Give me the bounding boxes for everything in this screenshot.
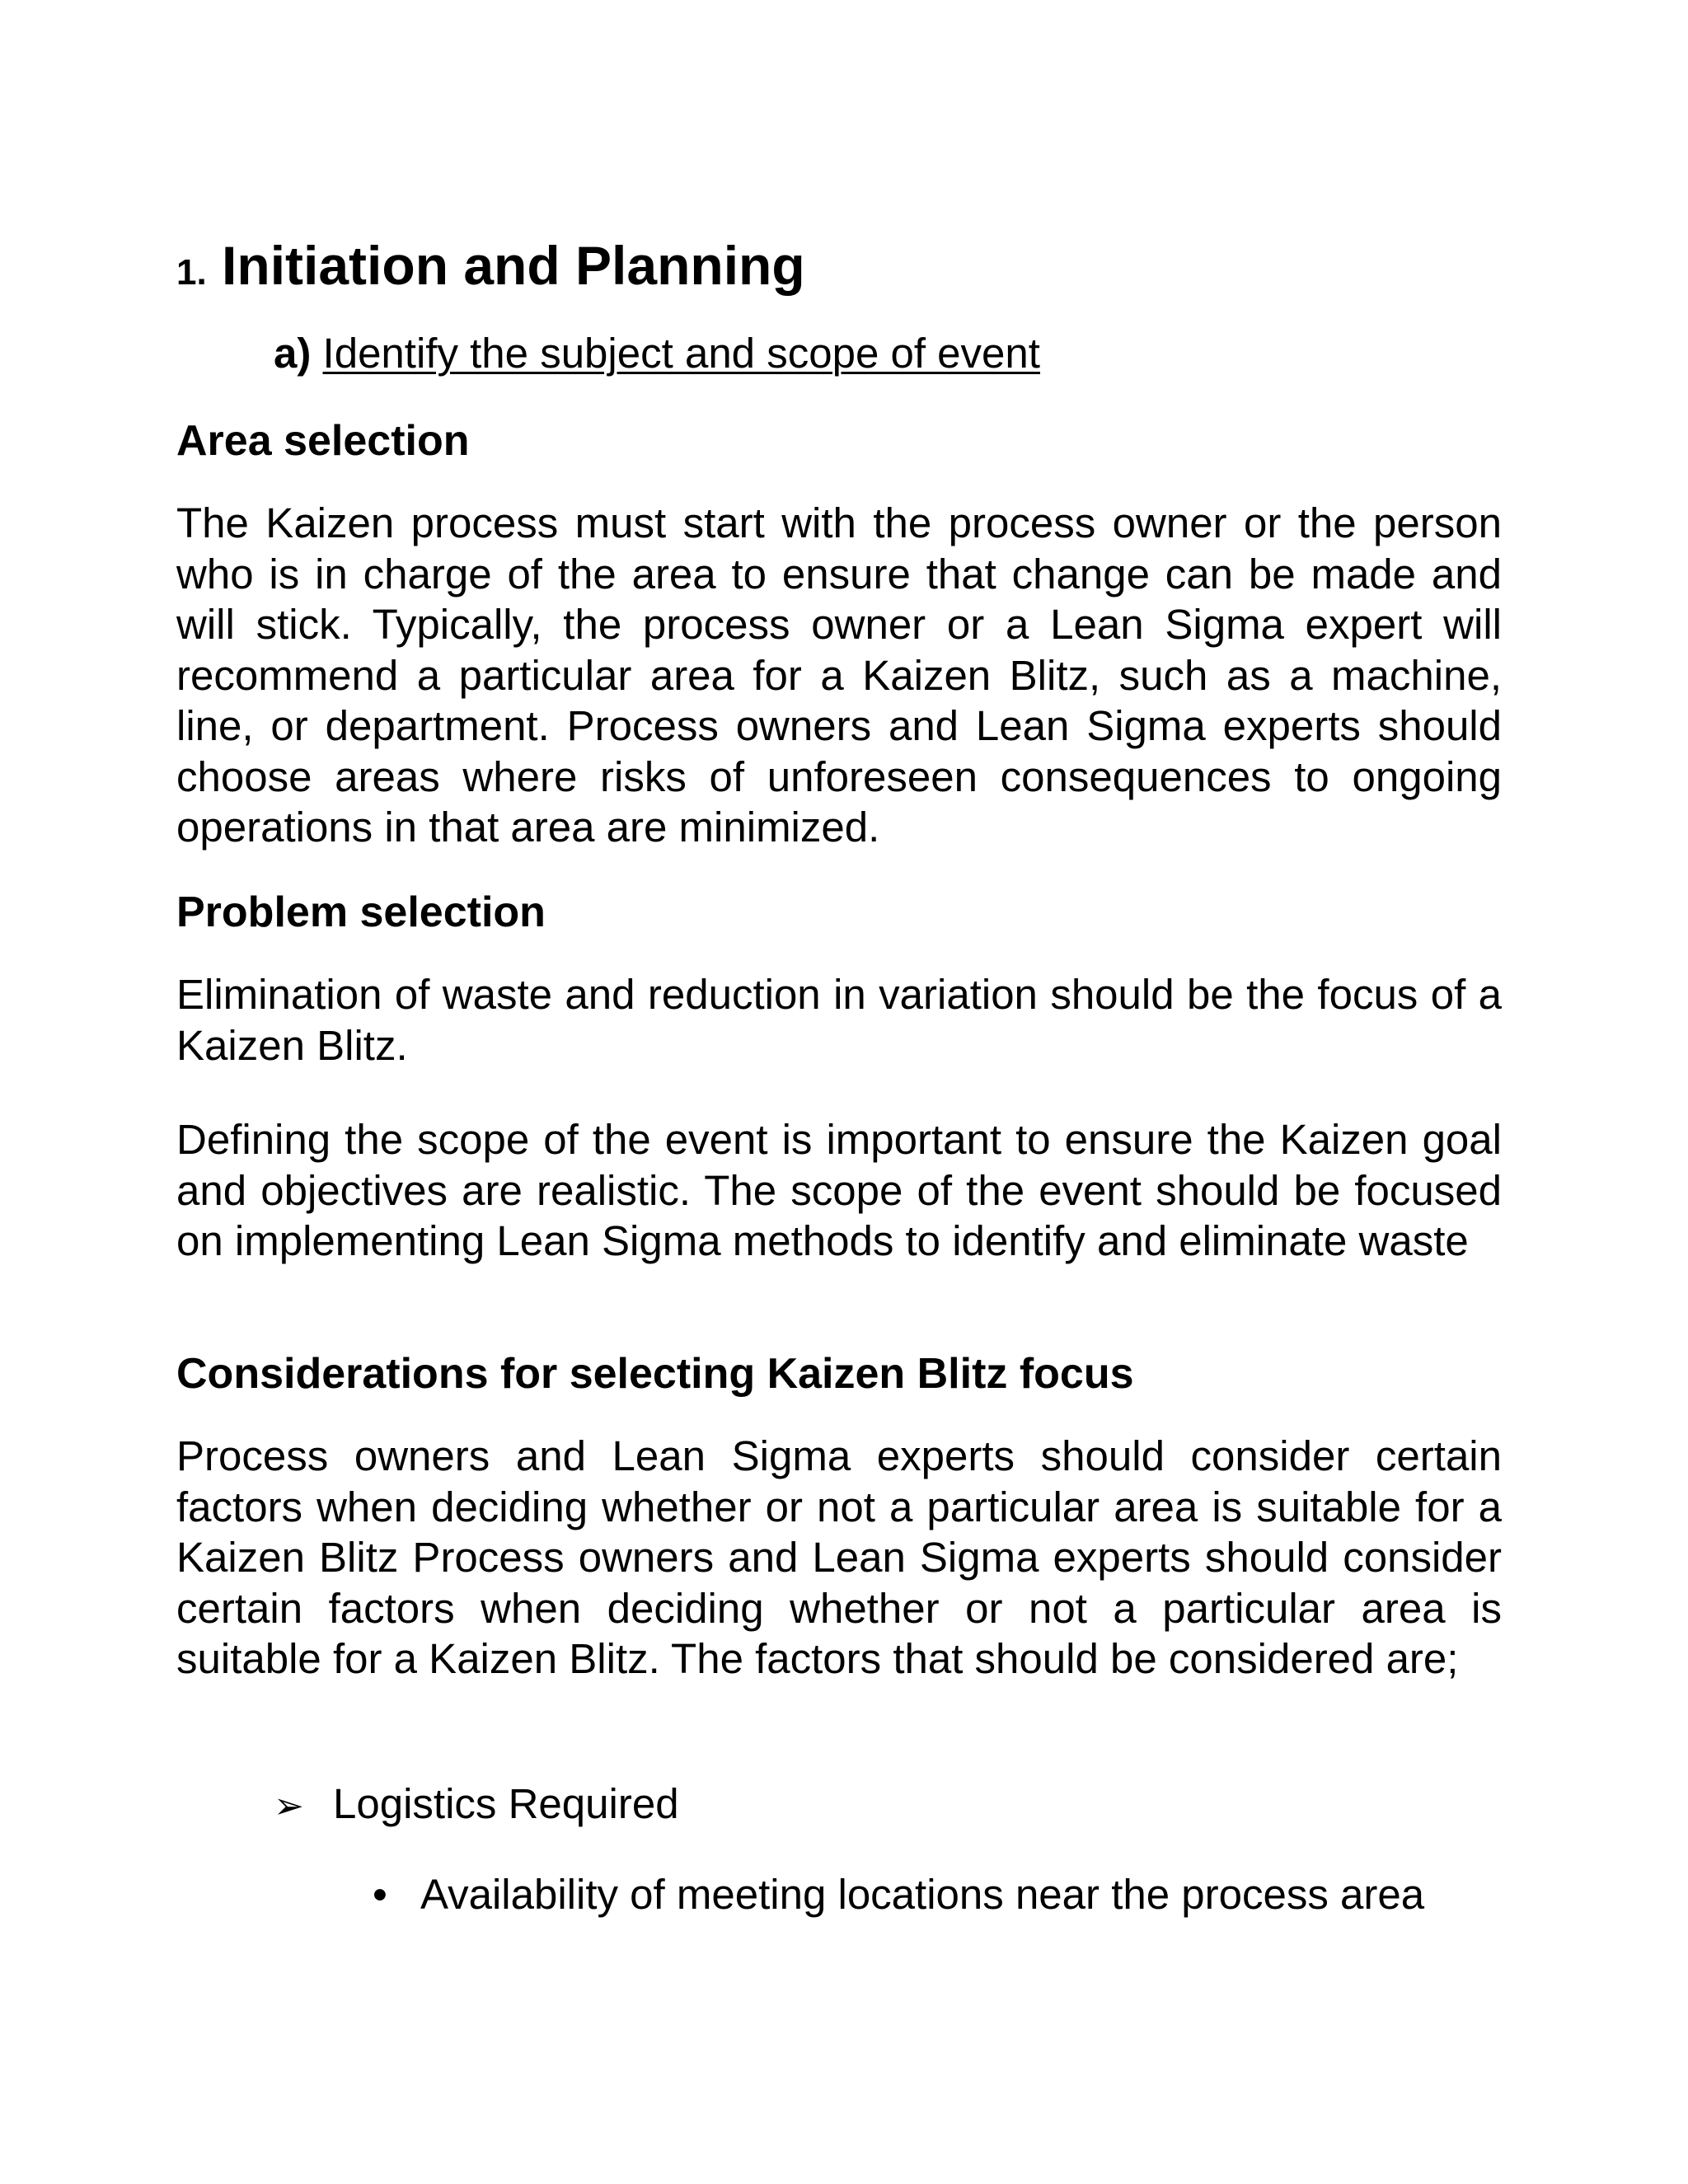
list-item-level-1 xyxy=(274,1779,679,1832)
area-selection-paragraph: The Kaizen process must start with the process owner or the person who is in charge of the area to ensure that change can be made and will stick. Typically, the process owner or a Lean Sigma expert will recommend a particular area for a Kaizen Blitz, such as a machine, line, or department. Process owners and Lean Sigma experts should choose areas where risks of unforeseen consequences to ongoing operations in that area are minimized. xyxy=(176,499,1502,851)
section-title: Initiation and Planning xyxy=(222,235,805,296)
list-item-label: Logistics Required xyxy=(333,1780,679,1827)
area-selection-heading: Area selection xyxy=(176,417,470,465)
considerations-heading: Considerations for selecting Kaizen Blitz focus xyxy=(176,1350,1134,1398)
problem-selection-paragraph-2: Defining the scope of the event is important to ensure the Kaizen goal and objectives are realistic. The scope of the event should be focused on implementing Lean Sigma methods to identify and eliminate waste xyxy=(176,1116,1502,1264)
problem-selection-heading: Problem selection xyxy=(176,888,546,936)
dot-bullet-icon: • xyxy=(373,1871,387,1918)
list-item-label: Availability of meeting locations near the process area xyxy=(420,1871,1425,1918)
subsection-letter: a) xyxy=(274,330,312,377)
subsection-heading xyxy=(274,328,1040,379)
subsection-title: Identify the subject and scope of event xyxy=(322,330,1040,377)
list-item-level-2 xyxy=(373,1869,1424,1920)
section-heading xyxy=(176,232,1502,306)
arrow-bullet-icon: ➢ xyxy=(274,1786,304,1826)
considerations-paragraph: Process owners and Lean Sigma experts should consider certain factors when deciding whether or not a particular area is suitable for a Kaizen Blitz Process owners and Lean Sigma experts should consider certain factors when deciding whether or not a particular area is suitable for a Kaizen Blitz. The factors that should be considered are; xyxy=(176,1432,1502,1682)
section-number: 1. xyxy=(176,252,207,293)
problem-selection-paragraph-1: Elimination of waste and reduction in variation should be the focus of a Kaizen Blitz. xyxy=(176,971,1502,1069)
